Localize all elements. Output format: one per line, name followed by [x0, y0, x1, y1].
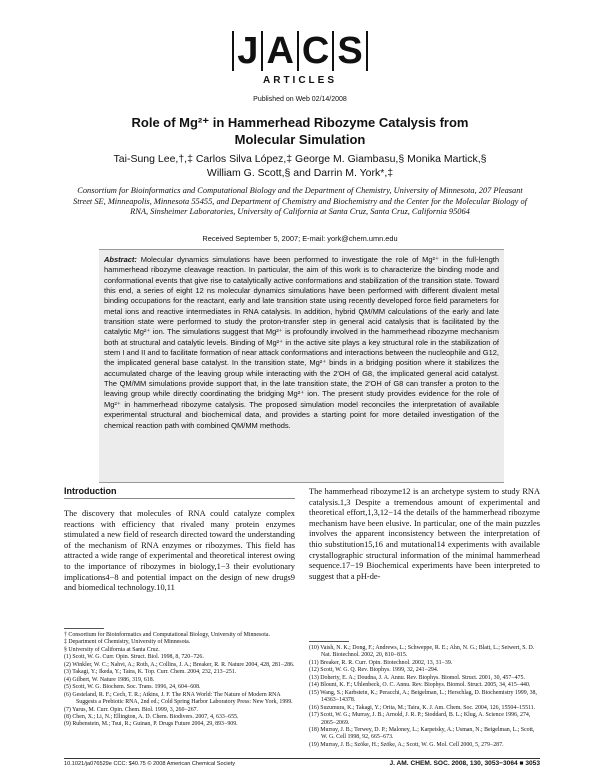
reference: (5) Scott, W. G. Biochem. Soc. Trans. 1996, 24, 604−608.	[64, 684, 201, 691]
footnote-rule	[64, 628, 104, 629]
reference: (9) Rubenstein, M.; Tsui, R.; Guinan, P. Drugs Future 2004, 29, 893−909.	[64, 721, 238, 728]
intro-paragraph-left: The discovery that molecules of RNA could catalyze complex reactions with efficiency that rivaled many protein enzymes stimulated a new field of research directed toward the understanding of the mechanism of RNA enzymes or ribozymes. This field has attracted a wide range of experimental and theoretical interest owing to the importance of ribozymes in biology,1−3 their evolutionary implications4−8 and potential impact on the design of new drugs9 and biomedical technology.10,11	[64, 509, 295, 593]
footnote-rule	[309, 641, 349, 642]
footnotes-left	[64, 632, 295, 729]
published-note: Published on Web 02/14/2008	[253, 96, 347, 103]
reference: (10) Vaish, N. K.; Dong, F.; Andrews, L.; Schweppe, R. E.; Ahn, N. G.; Blatt, L.; Seiwert, S. D. Nat. Biotechnol. 2002, 20, 810−815.	[309, 645, 535, 659]
citation-line	[389, 760, 540, 767]
logo-letter: C	[301, 30, 330, 72]
author-line: Tai-Sung Lee,†,‡ Carlos Silva López,‡ George M. Giambasu,§ Monika Martick,§	[113, 153, 487, 165]
affiliation-note: ‡ Department of Chemistry, University of Minnesota.	[64, 639, 191, 646]
logo-letter: S	[337, 30, 363, 72]
affiliation-note: § University of California at Santa Cruz.	[64, 646, 160, 653]
author-list	[70, 152, 530, 180]
reference: (12) Scott, W. G. Q. Rev. Biophys. 1999, 32, 241−294.	[309, 667, 439, 674]
reference: (11) Breaker, R. R. Curr. Opin. Biotechnol. 2002, 13, 31−39.	[309, 659, 453, 666]
logo-divider	[366, 31, 368, 71]
abstract-body: Molecular dynamics simulations have been performed to investigate the role of Mg²⁺ in the full-length hammerhead ribozyme cleavage reaction. In particular, the aim of this work is to characterize the binding mode and conformational events that give rise to catalytically active conformations and stabilization of the transition state. Toward this end, a series of eight 12 ns molecular dynamics simulations have been performed with different divalent metal binding occupations for the reactant, early and late transition state using recently developed force field parameters for metal ions and reactive intermediates in RNA catalysis. In addition, hybrid QM/MM calculations of the early and late transition state were performed to study the proton-transfer step in general acid catalysis that is facilitated by the catalytic Mg²⁺ ion. The simulations suggest that Mg²⁺ is profoundly involved in the hammerhead ribozyme mechanism both at structural and catalytic levels. Binding of Mg²⁺ in the active site plays a key structural role in the stabilization of stem I and II and to facilitate formation of near attack conformations and interactions between the nucleophile and G12, the implicated general base catalyst. In the transition state, Mg²⁺ binds in a bridging position where it stabilizes the accumulated charge of the leaving group while interacting with the 2′OH of G8, the implicated general acid catalyst. The QM/MM simulations provide support that, in the late transition state, the 2′OH of G8 can transfer a proton to the leaving group while directly coordinating the bridging Mg²⁺ ion. The present study provides evidence for the role of Mg²⁺ in hammerhead ribozyme catalysis. The proposed simulation model reconciles the interpretation of available experimental structural and biochemical data, and provides a starting point for more detailed investigation of the chemical reaction path with combined QM/MM methods.	[104, 255, 499, 430]
abstract	[104, 255, 499, 431]
article-title	[60, 114, 540, 148]
reference: (17) Scott, W. G.; Murray, J. B.; Arnold, J. R. P.; Stoddard, B. L.; Klug, A. Science 1996, 274, 2065−2069.	[309, 712, 531, 726]
section-label: ARTICLES	[263, 75, 337, 86]
reference: (14) Blount, K. F.; Uhlenbeck, O. C. Annu. Rev. Biophys. Biomol. Struct. 2005, 34, 415−440.	[309, 682, 531, 689]
reference: (4) Gilbert, W. Nature 1986, 319, 618.	[64, 676, 155, 683]
title-line: Role of Mg²⁺ in Hammerhead Ribozyme Catalysis from	[131, 115, 469, 130]
reference: (18) Murray, J. B.; Terwey, D. P.; Maloney, L.; Karpeisky, A.; Usman, N.; Beigelman, L.; Scott, W. G. Cell 1998, 92, 665−673.	[309, 726, 535, 741]
doi-line: 10.1021/ja076529e CCC: $40.75 © 2008 American Chemical Society	[64, 761, 236, 767]
reference: (6) Gesteland, R. F.; Cech, T. R.; Atkins, J. F. The RNA World: The Nature of Modern RNA Suggests a Prebiotic RNA, 2nd ed.; Cold Spring Harbor Laboratory Press: New York, 1999.	[64, 691, 293, 706]
logo-letter: A	[266, 30, 294, 72]
reference: (2) Winkler, W. C.; Nahvi, A.; Roth, A.; Collins, J. A.; Breaker, R. R. Nature 2004, 428, 281−286.	[64, 661, 295, 668]
reference: (19) Murray, J. B.; Szöke, H.; Szöke, A.; Scott, W. G. Mol. Cell 2000, 5, 279−287.	[309, 741, 504, 748]
intro-paragraph-right: The hammerhead ribozyme12 is an archetype system to study RNA catalysis.1,3 Despite a tremendous amount of experimental and theoretical effort,1,3,12−14 the details of the hammerhead ribozyme mechanism have been elusive. In particular, one of the main puzzles involves the apparent inconsistency between the interpretation of thio substitution15,16 and mutational14 experiments with available crystallographic structural information of the minimal hammerhead sequence.17−19 Biochemical experiments have been interpreted to suggest that a pH-de-	[309, 487, 540, 581]
references-right	[309, 645, 540, 749]
abstract-label: Abstract:	[104, 255, 137, 264]
reference: (8) Chen, X.; Li, N.; Ellington, A. D. Chem. Biodivers. 2007, 4, 633−655.	[64, 713, 239, 720]
received-date: Received September 5, 2007; E-mail: york@chem.umn.edu	[202, 234, 398, 243]
reference: (3) Takagi, Y.; Ikeda, Y.; Taira, K. Top. Curr. Chem. 2004, 232, 213−251.	[64, 669, 237, 676]
reference: (15) Wang, S.; Karbstein, K.; Peracchi, A.; Beigelman, L.; Herschlag, D. Biochemistry 1999, 38, 14363−14378.	[309, 689, 537, 704]
author-line: William G. Scott,§ and Darrin M. York*,‡	[206, 167, 394, 179]
reference: (16) Suzumura, K.; Takagi, Y.; Orita, M.; Taira, K. J. Am. Chem. Soc. 2004, 126, 15504–15511.	[309, 704, 536, 711]
section-heading: Introduction	[64, 486, 117, 496]
heading-rule	[64, 498, 295, 499]
reference: (7) Yarus, M. Curr. Opin. Chem. Biol. 1999, 3, 260−267.	[64, 706, 199, 713]
reference: (1) Scott, W. G. Curr. Opin. Struct. Biol. 1998, 8, 720−726.	[64, 654, 204, 661]
title-line: Molecular Simulation	[234, 132, 366, 147]
journal-logo	[0, 29, 600, 73]
reference: (13) Doherty, E. A.; Doudna, J. A. Annu. Rev. Biophys. Biomol. Struct. 2001, 30, 457−475.	[309, 674, 525, 681]
citation-text: J. AM. CHEM. SOC. 2008, 130, 3053−3064 ■ 3053	[389, 760, 540, 767]
footer-rule	[64, 758, 540, 759]
affiliations: Consortium for Bioinformatics and Computational Biology and the Department of Chemistry, University of Minnesota, 207 Pleasant Street SE, Minneapolis, Minnesota 55455, and Department of Chemistry and Biochemistry and the Center for the Molecular Biology of RNA, Sinsheimer Laboratories, University of California at Santa Cruz, Santa Cruz, California 95064	[73, 186, 527, 217]
affiliation-note: † Consortium for Bioinformatics and Computational Biology, University of Minnesota.	[64, 632, 270, 638]
logo-letter: J	[237, 30, 259, 72]
